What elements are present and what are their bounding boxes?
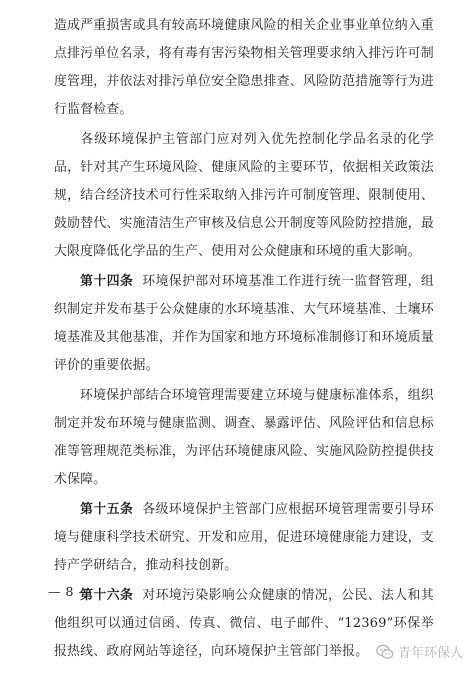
article-heading: 第十四条 bbox=[80, 274, 134, 289]
paragraph-text: 对环境污染影响公众健康的情况，公民、法人和其他组织可以通过信函、传真、微信、电子邮件、“12369”环保举报热线、政府网站等途径，向环境保护主管部门举报。 bbox=[54, 588, 434, 659]
paragraph-continuation bbox=[54, 12, 434, 124]
paragraph-text: 环境保护部对环境基准工作进行统一监督管理，组织制定并发布基于公众健康的水环境基准、大气环境基准、土壤环境基准及其他基准，并作为国家和地方环境标准制修订和环境质量评价的重要依据。 bbox=[54, 274, 434, 373]
article-14 bbox=[54, 268, 434, 380]
watermark-text: 青年环保人 bbox=[397, 646, 463, 661]
watermark bbox=[376, 642, 463, 661]
paragraph-text: 各级环境保护主管部门应对列入优先控制化学品名录的化学品，针对其产生环境风险、健康风险的主要环节，依据相关政策法规，结合经济技术可行性采取纳入排污许可制度管理、限制使用、鼓励替代、实施清洁生产审核及信息公开制度等风险防控措施，最大限度降低化学品的生产、使用对公众健康和环境的重大影响。 bbox=[54, 132, 434, 259]
wechat-icon bbox=[376, 644, 394, 660]
article-heading: 第十六条 bbox=[80, 588, 134, 603]
paragraph-standards bbox=[54, 382, 434, 494]
article-15 bbox=[54, 496, 434, 580]
article-heading: 第十五条 bbox=[80, 502, 134, 517]
paragraph-text: 造成严重损害或具有较高环境健康风险的相关企业事业单位纳入重点排污单位名录，将有毒有害污染物相关管理要求纳入排污许可制度管理，并依法对排污单位安全隐患排查、风险防范措施等行为进行监督检查。 bbox=[54, 18, 434, 117]
paragraph-text: 环境保护部结合环境管理需要建立环境与健康标准体系，组织制定并发布环境与健康监测、调查、暴露评估、风险评估和信息标准等管理规范类标准，为评估环境健康风险、实施风险防控提供技术保障。 bbox=[54, 388, 434, 487]
paragraph-text: 各级环境保护主管部门应根据环境管理需要引导环境与健康科学技术研究、开发和应用，促进环境健康能力建设，支持产学研结合，推动科技创新。 bbox=[54, 502, 434, 573]
document-body bbox=[54, 12, 434, 666]
page-number: — 8 — bbox=[48, 584, 92, 599]
paragraph-chemicals bbox=[54, 126, 434, 266]
